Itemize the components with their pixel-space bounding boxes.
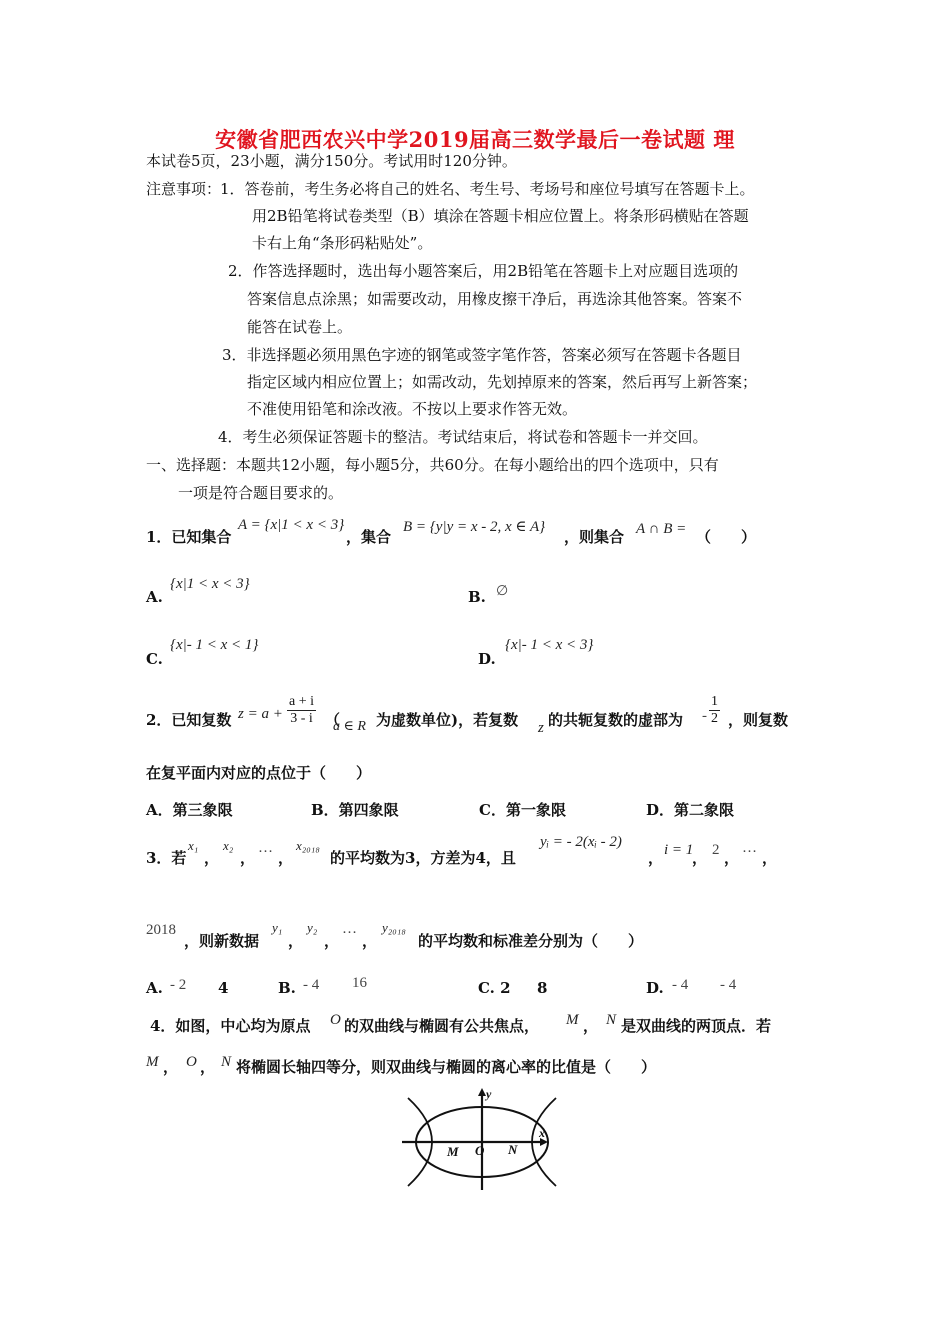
q3-comma-7: ， <box>762 849 778 867</box>
q3-stem-part-2: 的平均数为3，方差为4，且 <box>330 849 516 867</box>
q3-comma-5: ， <box>692 849 708 867</box>
q3-option-a-sd: 4 <box>218 979 229 997</box>
q1-stem-part-3: ，则集合 <box>564 528 625 546</box>
q1-answer-bracket: （ ） <box>696 528 757 546</box>
q4-figure-y-arrow <box>478 1088 486 1096</box>
q3-option-d-label: D. <box>646 979 664 997</box>
q3-option-a-mean: - 2 <box>170 977 187 993</box>
q4-figure-o-label: O <box>475 1143 485 1158</box>
q2-half-denominator: 2 <box>711 711 718 726</box>
q4-figure <box>398 1082 558 1194</box>
q2-option-d: D．第二象限 <box>646 801 735 819</box>
q2-stem-part-4: ，则复数 <box>728 711 789 729</box>
q2-z-symbol: z <box>538 720 544 736</box>
q3-option-d-mean: - 4 <box>672 977 689 993</box>
q3-option-a-label: A. <box>146 979 163 997</box>
notes-label: 注意事项： <box>146 180 222 198</box>
q2-open-paren: （ <box>325 711 341 729</box>
q3-x2018: x₂₀₁₈ <box>296 838 320 853</box>
q3-option-b-sd: 16 <box>352 975 367 991</box>
page-title: 安徽省肥西农兴中学2019届高三数学最后一卷试题 理 <box>215 127 735 152</box>
section-heading-line-2: 一项是符合题目要求的。 <box>178 484 344 502</box>
q1-set-a: A = {x|1 < x < 3} <box>238 517 345 533</box>
note-4: 4．考生必须保证答题卡的整洁。考试结束后，将试卷和答题卡一并交回。 <box>218 428 708 446</box>
q2-fraction-numerator: a + i <box>289 694 314 709</box>
q4-stem-part-4: 将椭圆长轴四等分，则双曲线与椭圆的离心率的比值是（ ） <box>236 1058 657 1076</box>
q3-option-b-label: B. <box>278 979 296 997</box>
q3-x2: x₂ <box>223 838 234 853</box>
q3-option-b-mean: - 4 <box>303 977 320 993</box>
q2-stem-part-3: 的共轭复数的虚部为 <box>548 711 684 729</box>
q3-comma-10: ， <box>362 932 378 950</box>
note-3-line-1: 3．非选择题必须用黑色字迹的钢笔或签字笔作答，答案必须写在答题卡各题目 <box>222 346 742 364</box>
q2-option-a: A．第三象限 <box>146 801 233 819</box>
q1-option-c-label: C. <box>146 650 163 668</box>
q3-comma-9: ， <box>324 932 340 950</box>
q2-half-fraction <box>709 694 720 727</box>
q4-figure-n-label: N <box>508 1142 518 1157</box>
q1-stem-part-1: 1．已知集合 <box>146 528 232 546</box>
q4-figure-y-label: y <box>486 1087 492 1101</box>
q1-option-a-label: A. <box>146 588 163 606</box>
q1-option-a-value: {x|1 < x < 3} <box>170 576 250 592</box>
q4-m: M <box>566 1012 579 1028</box>
q3-option-c-sd: 8 <box>537 979 548 997</box>
q4-stem-part-3: 是双曲线的两顶点．若 <box>621 1017 772 1035</box>
q4-origin-o: O <box>330 1012 341 1028</box>
q2-option-b: B．第四象限 <box>311 801 399 819</box>
q3-ellipsis-2: … <box>742 840 757 856</box>
q2-fraction <box>287 694 316 727</box>
q4-n: N <box>606 1012 617 1028</box>
q2-fraction-denominator: 3 - i <box>290 711 313 726</box>
q3-yi-equation: yᵢ = - 2(xᵢ - 2) <box>540 834 622 850</box>
q3-n2018: 2018 <box>146 922 176 938</box>
q1-set-b: B = {y|y = x - 2, x ∈ A} <box>403 519 546 535</box>
q1-option-c-value: {x|- 1 < x < 1} <box>170 637 259 653</box>
q4-stem-part-2: 的双曲线与椭圆有公共焦点， <box>344 1017 540 1035</box>
q2-condition: a ∈ R <box>333 719 366 734</box>
q3-comma-8: ， <box>288 932 304 950</box>
q2-negative-sign: - <box>702 708 707 724</box>
q3-option-c-label: C. 2 <box>478 979 511 997</box>
q3-x1: x₁ <box>188 838 199 853</box>
q4-figure-m-label: M <box>447 1144 459 1159</box>
note-2-line-2: 答案信息点涂黑；如需要改动，用橡皮擦干净后，再选涂其他答案。答案不 <box>247 290 743 308</box>
q2-stem-part-2: 为虚数单位)，若复数 <box>376 711 519 729</box>
q2-option-c: C．第一象限 <box>479 801 566 819</box>
q1-option-d-value: {x|- 1 < x < 3} <box>505 637 594 653</box>
q3-comma-4: ， <box>648 849 664 867</box>
intro-text: 本试卷5页，23小题，满分150分。考试用时120分钟。 <box>146 152 517 170</box>
q3-option-d-sd: - 4 <box>720 977 737 993</box>
q3-i-equals-1: i = 1 <box>664 842 694 858</box>
q1-option-d-label: D. <box>478 650 496 668</box>
note-1-line-3: 卡右上角“条形码粘贴处”。 <box>252 234 433 252</box>
q3-comma-3: ， <box>278 849 294 867</box>
q3-comma-1: ， <box>204 849 220 867</box>
note-1-line-2: 用2B铅笔将试卷类型（B）填涂在答题卡相应位置上。将条形码横贴在答题 <box>252 207 749 225</box>
q4-comma-2: ， <box>163 1058 179 1076</box>
q4-comma-1: ， <box>583 1017 599 1035</box>
q3-comma-2: ， <box>240 849 256 867</box>
q3-ellipsis-3: … <box>342 921 357 937</box>
note-3-line-2: 指定区域内相应位置上；如需改动，先划掉原来的答案，然后再写上新答案； <box>247 373 758 391</box>
q1-option-b-value: ∅ <box>496 584 509 599</box>
q2-z-equation: z = a + <box>238 706 283 722</box>
q3-comma-6: ， <box>724 849 740 867</box>
q2-stem-part-1: 2．已知复数 <box>146 711 232 729</box>
note-3-line-3: 不准使用铅笔和涂改液。不按以上要求作答无效。 <box>247 400 578 418</box>
q3-stem-part-1: 3．若 <box>146 849 187 867</box>
q2-stem-line-2: 在复平面内对应的点位于（ ） <box>146 764 372 782</box>
q1-stem-part-2: ，集合 <box>346 528 392 546</box>
q3-y1: y₁ <box>272 920 283 935</box>
section-heading-line-1: 一、选择题：本题共12小题，每小题5分，共60分。在每小题给出的四个选项中，只有 <box>146 456 719 474</box>
q1-expression: A ∩ B = <box>636 521 687 537</box>
q4-m-2: M <box>146 1054 159 1070</box>
note-1-line-1: 1．答卷前，考生务必将自己的姓名、考生号、考场号和座位号填写在答题卡上。 <box>220 180 755 198</box>
q3-stem-part-4: 的平均数和标准差分别为（ ） <box>418 932 644 950</box>
q1-option-b-label: B. <box>468 588 486 606</box>
q4-figure-x-label: x <box>539 1126 545 1140</box>
q4-comma-3: ， <box>200 1058 216 1076</box>
q3-y2018: y₂₀₁₈ <box>382 920 406 935</box>
note-2-line-3: 能答在试卷上。 <box>247 318 353 336</box>
q3-two: 2 <box>712 842 720 858</box>
q4-stem-part-1: 4．如图，中心均为原点 <box>150 1017 311 1035</box>
q4-n-2: N <box>221 1054 232 1070</box>
q2-half-numerator: 1 <box>711 694 718 709</box>
note-2-line-1: 2．作答选择题时，选出每小题答案后，用2B铅笔在答题卡上对应题目选项的 <box>228 262 739 280</box>
q4-o-2: O <box>186 1054 197 1070</box>
q3-stem-part-3: ，则新数据 <box>184 932 260 950</box>
q3-y2: y₂ <box>307 920 318 935</box>
q3-ellipsis-1: … <box>258 840 273 856</box>
